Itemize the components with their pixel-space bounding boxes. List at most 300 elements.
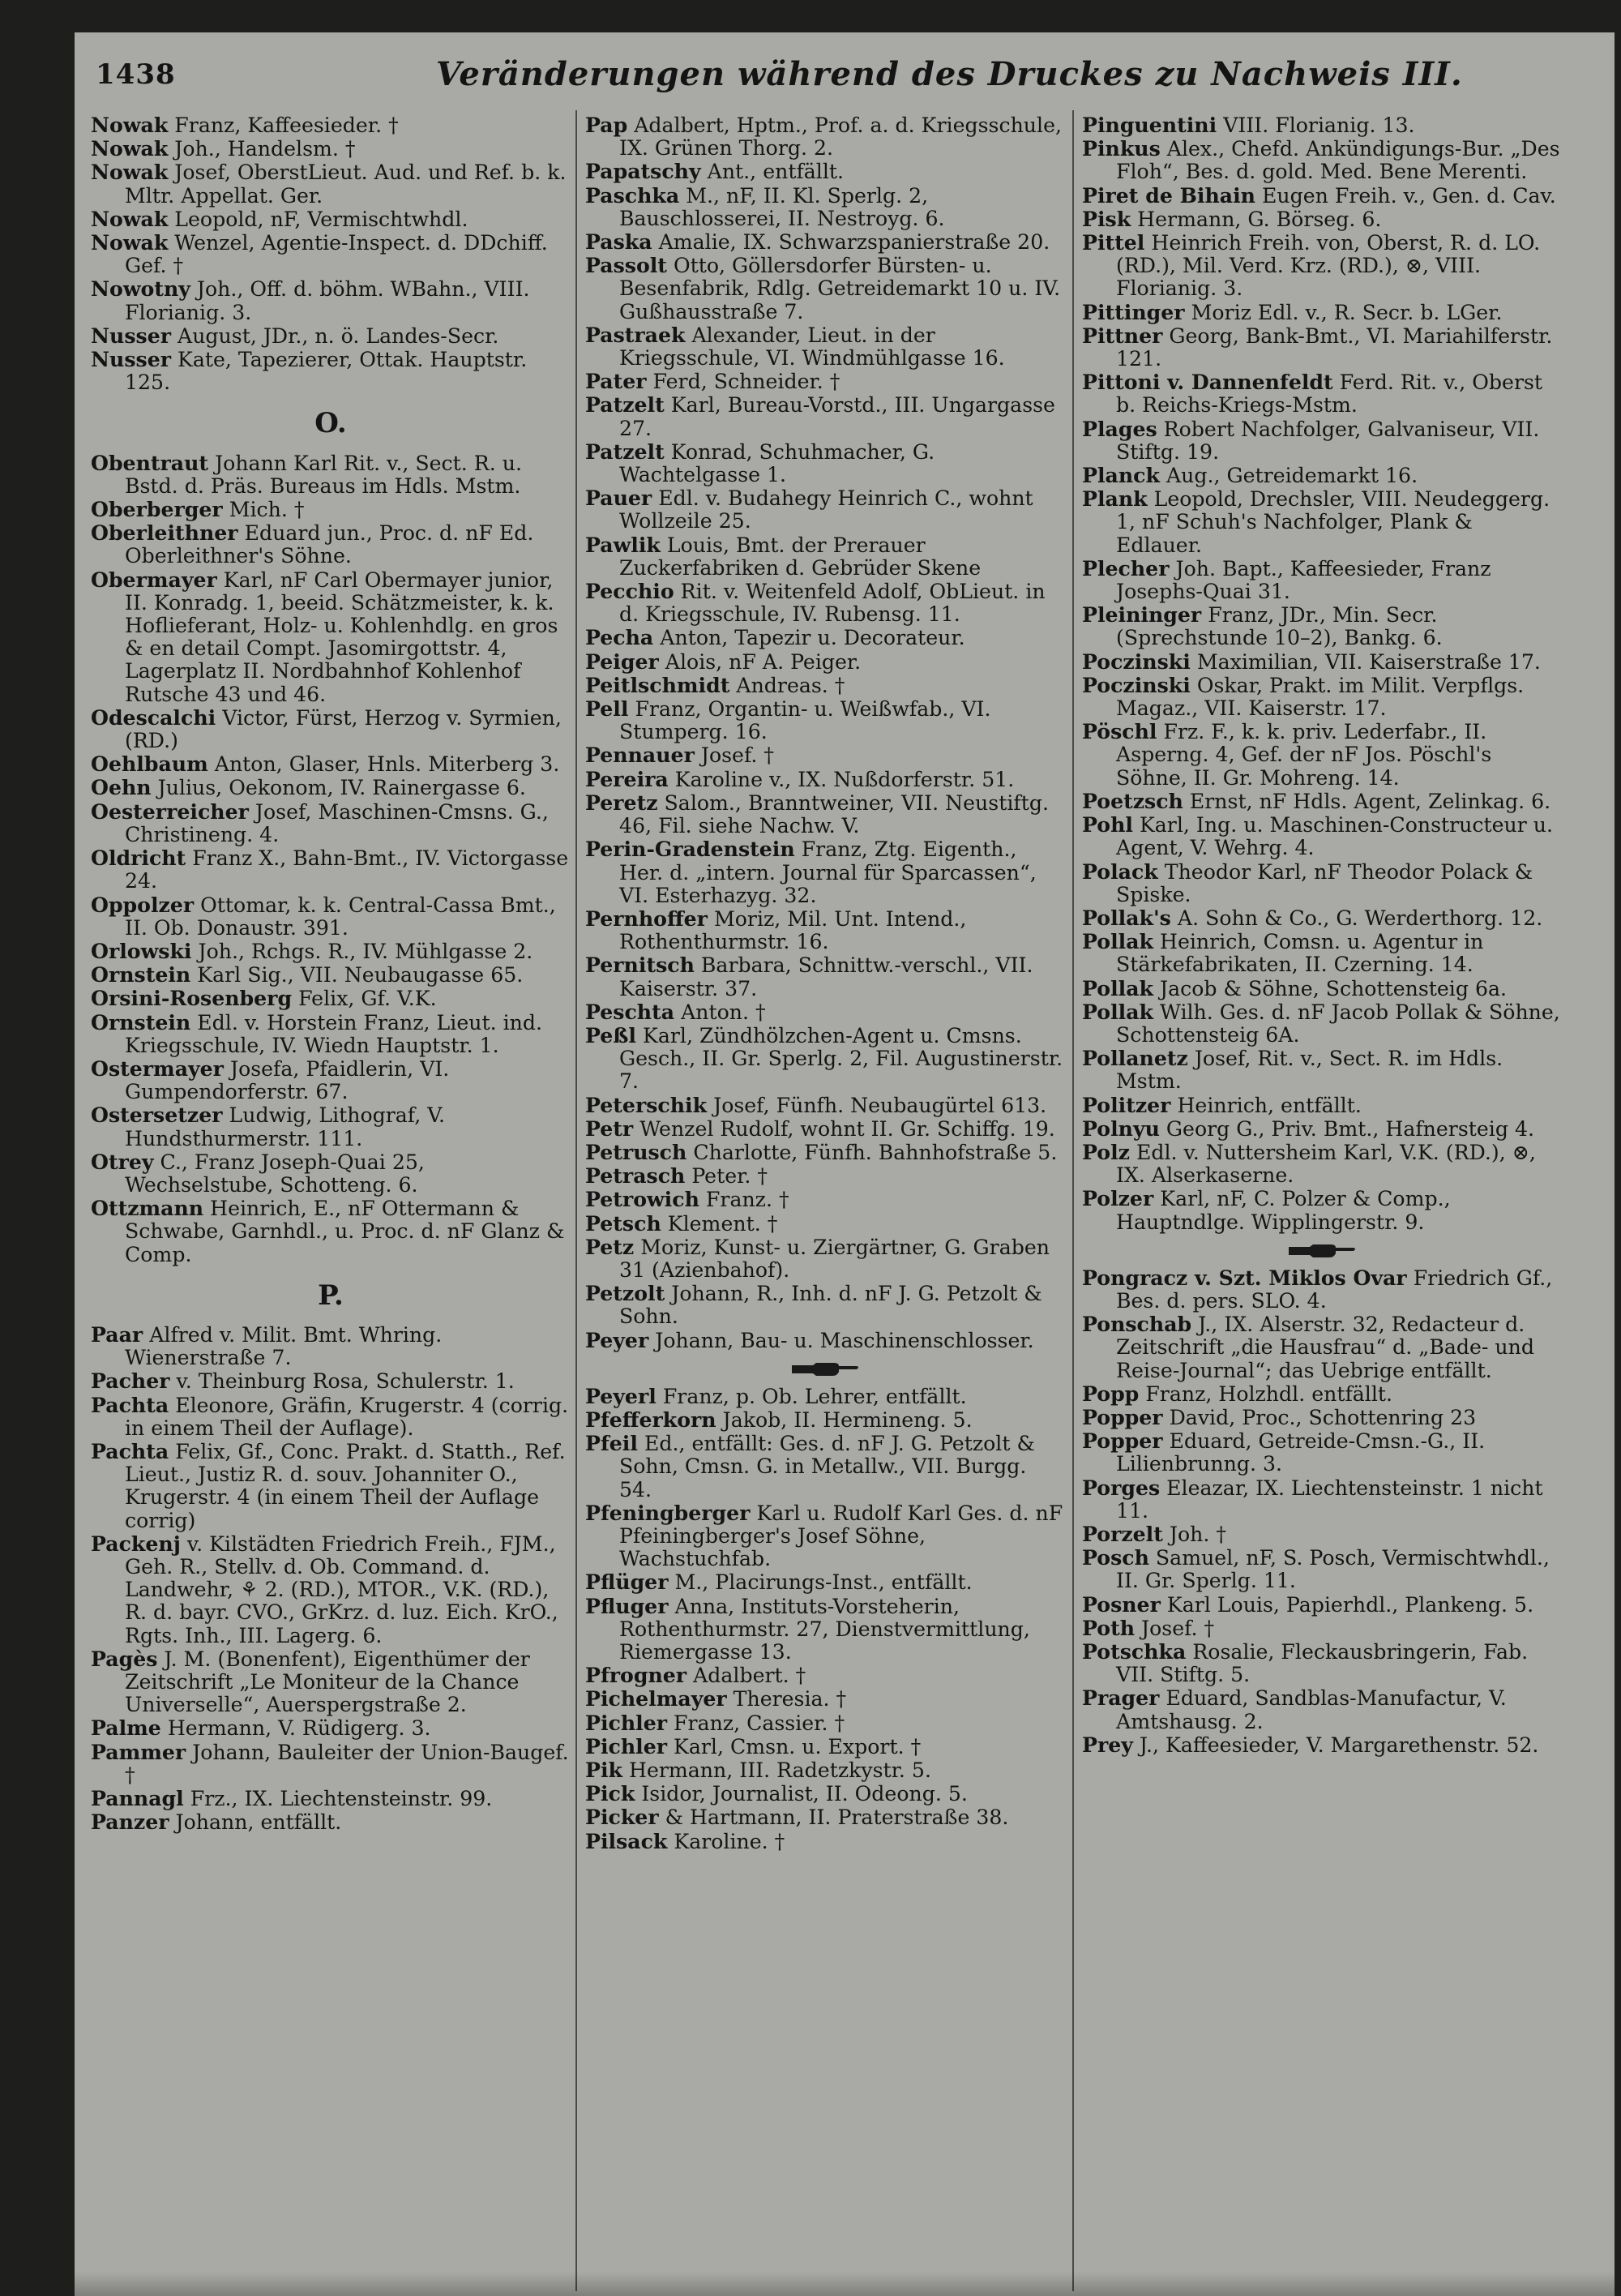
entry-details: Theresia. † [733,1687,847,1711]
directory-entry [91,987,571,1010]
entry-details: Louis, Bmt. der Prerauer Zuckerfabriken d. Gebrüder Skene [619,533,982,580]
entry-details: Franz X., Bahn-Bmt., IV. Victorgasse 24. [125,846,569,893]
entry-name: Pinkus [1082,136,1161,161]
entry-details: Victor, Fürst, Herzog v. Syrmien, (RD.) [125,705,562,753]
directory-entry [1082,1266,1562,1313]
entry-details: Karl u. Rudolf Karl Ges. d. nF Pfeiningberger's Josef Söhne, Wachstuchfab. [619,1501,1063,1571]
entry-name: Petrasch [585,1163,686,1189]
entry-name: Pfeil [585,1431,638,1456]
directory-entry [585,697,1065,743]
entry-name: Peyer [585,1327,649,1352]
entry-details: Ernst, nF Hdls. Agent, Zelinkag. 6. [1189,789,1551,813]
entry-name: Peitlschmidt [585,672,730,697]
directory-entry [1082,324,1562,371]
directory-entry [1082,603,1562,649]
entry-name: Poth [1082,1615,1136,1640]
entry-details: Klement. † [667,1211,778,1236]
column-right [1082,114,1562,1757]
directory-entry [91,1810,571,1834]
directory-entry [91,963,571,987]
directory-entry [1082,1593,1562,1617]
directory-entry [585,486,1065,533]
entry-details: C., Franz Joseph-Quai 25, Wechselstube, Schotteng. 6. [125,1150,425,1197]
entry-name: Petrusch [585,1139,687,1164]
directory-entry [91,1440,571,1532]
entry-details: Johann, Bau- u. Maschinenschlosser. [655,1328,1034,1352]
entry-details: Josef, OberstLieut. Aud. und Ref. b. k. Mltr. Appellat. Ger. [125,161,567,208]
entry-name: Petsch [585,1210,661,1236]
directory-entry [91,452,571,498]
entry-details: Heinrich, entfällt. [1177,1093,1362,1117]
directory-entry [91,208,571,231]
entry-details: Karl, nF, C. Polzer & Comp., Hauptndlge. Wipplingerstr. 9. [1116,1187,1451,1234]
entry-name: Ornstein [91,1009,191,1034]
directory-entry [1082,184,1562,208]
directory-entry [585,768,1065,791]
directory-entry [91,521,571,568]
directory-entry [585,114,1065,160]
entry-details: Robert Nachfolger, Galvaniseur, VII. Stiftg. 19. [1116,417,1540,464]
entry-details: Eduard jun., Proc. d. nF Ed. Oberleithner's Söhne. [125,521,534,568]
entry-name: Pernitsch [585,953,695,978]
entry-name: Pernhoffer [585,906,708,931]
directory-entry [91,893,571,940]
entry-details: Johann, entfällt. [175,1810,342,1835]
directory-entry [91,1741,571,1787]
entry-details: Josef. † [1141,1616,1215,1640]
entry-details: Eduard, Sandblas-Manufactur, V. Amtshausg. 2. [1116,1686,1507,1733]
directory-entry [585,1595,1065,1664]
entry-details: Franz, Ztg. Eigenth., Her. d. „intern. Journal für Sparcassen“, VI. Esterhazyg. 32. [619,837,1037,907]
entry-details: Mich. † [229,498,305,522]
entry-name: Pflüger [585,1570,669,1595]
entry-name: Prager [1082,1686,1160,1711]
entry-name: Nowotny [91,276,190,302]
directory-entry [1082,301,1562,324]
entry-details: J., Kaffeesieder, V. Margarethenstr. 52. [1139,1733,1539,1757]
directory-entry [1082,1117,1562,1141]
directory-entry [585,1024,1065,1094]
entry-details: Alfred v. Milit. Bmt. Whring. Wienerstraße 7. [125,1322,443,1370]
entry-details: Oskar, Prakt. im Milit. Verpflgs. Magaz., VII. Kaiserstr. 17. [1116,673,1525,721]
entry-name: Palme [91,1716,161,1741]
directory-entry [91,800,571,846]
entry-details: & Hartmann, II. Praterstraße 38. [665,1806,1009,1830]
entry-details: Franz, Organtin- u. Weißwfab., VI. Stumperg. 16. [619,697,991,744]
entry-name: Plages [1082,416,1157,441]
entry-name: Polack [1082,859,1158,884]
entry-name: Perin-Gradenstein [585,837,795,862]
entry-details: Franz, Kaffeesieder. † [174,114,399,137]
entry-name: Ornstein [91,962,191,987]
entry-details: Salom., Branntweiner, VII. Neustiftg. 46, Fil. siehe Nachw. V. [619,790,1049,838]
directory-entry [1082,813,1562,859]
directory-entry [1082,1733,1562,1757]
entry-details: Jakob, II. Hermineng. 5. [722,1407,973,1432]
entry-name: Nusser [91,347,171,372]
directory-entry [585,650,1065,674]
entry-details: VIII. Florianig. 13. [1223,114,1415,137]
directory-entry [91,1150,571,1197]
entry-name: Pfefferkorn [585,1407,716,1432]
entry-name: Oehlbaum [91,752,208,777]
directory-entry [1082,906,1562,930]
entry-name: Pollanetz [1082,1046,1188,1071]
entry-name: Patzelt [585,392,665,418]
entry-name: Pater [585,369,647,394]
directory-entry [585,1782,1065,1806]
entry-name: Oehn [91,775,152,800]
running-title: Veränderungen während des Druckes zu Nachweis III. [436,55,1463,93]
entry-name: Pöschl [1082,719,1157,744]
directory-entry [585,1687,1065,1711]
directory-entry [91,1394,571,1440]
page-number: 1438 [96,58,176,91]
entry-details: Julius, Oekonom, IV. Rainergasse 6. [157,776,526,800]
entry-details: Ant., entfällt. [707,160,845,184]
entry-details: Franz, JDr., Min. Secr. (Sprechstunde 10–2), Bankg. 6. [1116,603,1443,650]
entry-details: Franz, p. Ob. Lehrer, entfällt. [662,1384,967,1408]
entry-name: Pastraek [585,322,686,347]
entry-name: Nowak [91,160,169,185]
entry-name: Patzelt [585,439,665,464]
directory-entry [1082,860,1562,906]
directory-entry [585,907,1065,953]
directory-entry [91,1716,571,1740]
directory-entry [1082,1141,1562,1187]
entry-name: Ponschab [1082,1312,1192,1337]
entry-details: Frz., IX. Liechtensteinstr. 99. [190,1787,493,1811]
directory-entry [91,776,571,799]
directory-entry [585,1282,1065,1328]
entry-name: Pereira [585,766,669,791]
column-middle [585,114,1065,1853]
directory-entry [91,137,571,161]
directory-entry [585,674,1065,697]
entry-details: Karl, Cmsn. u. Export. † [674,1734,922,1758]
entry-details: Jacob & Söhne, Schottensteig 6a. [1160,976,1508,1000]
directory-entry [585,1432,1065,1501]
entry-details: Karl Louis, Papierhdl., Plankeng. 5. [1166,1592,1534,1617]
directory-entry [91,940,571,963]
directory-entry [585,743,1065,767]
directory-entry [91,1103,571,1150]
directory-entry [585,1236,1065,1282]
entry-name: Pollak [1082,999,1153,1024]
entry-details: Edl. v. Nuttersheim Karl, V.K. (RD.), ⊗, IX. Alserkaserne. [1116,1140,1536,1188]
directory-entry [585,440,1065,486]
entry-details: Alexander, Lieut. in der Kriegsschule, VI. Windmühlgasse 16. [619,323,1005,371]
entry-details: Karl, Bureau-Vorstd., III. Ungargasse 27. [619,393,1055,440]
entry-name: Pittinger [1082,299,1185,324]
entry-details: Joh. † [1169,1522,1226,1546]
entry-name: Ottzmann [91,1196,204,1221]
entry-details: Edl. v. Horstein Franz, Lieut. ind. Kriegsschule, IV. Wiedn Hauptstr. 1. [125,1010,542,1057]
entry-name: Potschka [1082,1639,1187,1664]
entry-details: Eleonore, Gräfin, Krugerstr. 4 (corrig. in einem Theil der Auflage). [125,1393,569,1440]
entry-name: Plecher [1082,555,1170,580]
entry-name: Polz [1082,1139,1130,1164]
directory-entry [1082,720,1562,790]
directory-entry [585,1664,1065,1687]
entry-name: Polnyu [1082,1116,1160,1141]
entry-details: Karl, Zündhölzchen-Agent u. Cmsns. Gesch., II. Gr. Sperlg. 2, Fil. Augustinerstr. 7. [619,1023,1063,1094]
entry-details: J., IX. Alserstr. 32, Redacteur d. Zeitschrift „die Hausfrau“ d. „Bade- und Reise-Journal“; das Uebrige entfällt. [1116,1313,1534,1382]
entry-name: Pell [585,696,629,722]
entry-details: Anton, Tapezir u. Decorateur. [660,626,965,650]
directory-entry [1082,1546,1562,1592]
directory-entry [1082,1000,1562,1047]
directory-entry [1082,1406,1562,1429]
entry-name: Petr [585,1116,634,1141]
entry-name: Oberberger [91,497,223,522]
entry-details: Josef, Fünfh. Neubaugürtel 613. [713,1093,1047,1117]
directory-entry [1082,1382,1562,1406]
entry-name: Picker [585,1805,659,1830]
entry-name: Pik [585,1758,622,1783]
entry-details: Joh., Rchgs. R., IV. Mühlgasse 2. [198,939,533,963]
entry-name: Pfeningberger [585,1500,751,1525]
entry-details: Joh., Off. d. böhm. WBahn., VIII. Florianig. 3. [125,277,530,324]
entry-name: Pecchio [585,579,674,604]
directory-entry [1082,114,1562,137]
entry-details: Karl Sig., VII. Neubaugasse 65. [197,963,524,987]
directory-entry [91,752,571,776]
directory-entry [585,533,1065,580]
entry-name: Pfluger [585,1593,669,1618]
entry-name: Ostersetzer [91,1103,223,1128]
entry-name: Pagès [91,1646,158,1671]
entry-name: Peßl [585,1022,636,1047]
entry-details: Samuel, nF, S. Posch, Vermischtwhdl., II. Gr. Sperlg. 11. [1116,1546,1550,1593]
entry-details: Johann Karl Rit. v., Sect. R. u. Bstd. d. Präs. Bureaus im Hdls. Mstm. [125,451,522,498]
entry-details: Aug., Getreidemarkt 16. [1165,464,1418,488]
entry-details: Frz. F., k. k. priv. Lederfabr., II. Asperng. 4, Gef. der nF Jos. Pöschl's Söhne, II. Gr. Mohreng. 14. [1116,720,1492,790]
entry-details: Karoline. † [674,1829,785,1853]
entry-name: Poetzsch [1082,788,1183,813]
directory-entry [1082,1686,1562,1733]
entry-name: Peretz [585,790,658,815]
entry-details: Joh. Bapt., Kaffeesieder, Franz Josephs-Quai 31. [1116,556,1491,604]
entry-name: Peschta [585,999,675,1024]
entry-details: Karoline v., IX. Nußdorferstr. 51. [674,767,1015,791]
directory-entry [1082,790,1562,813]
entry-name: Pawlik [585,532,661,557]
entry-name: Popp [1082,1381,1140,1406]
entry-name: Oldricht [91,846,186,871]
entry-name: Pacher [91,1369,170,1394]
directory-entry [1082,650,1562,674]
entry-name: Pichler [585,1733,668,1758]
entry-name: Packenj [91,1531,181,1556]
entry-name: Porzelt [1082,1521,1163,1546]
directory-entry [1082,1047,1562,1093]
entry-details: Ottomar, k. k. Central-Cassa Bmt., II. Ob. Donaustr. 391. [125,893,556,940]
entry-details: Alois, nF A. Peiger. [665,649,862,674]
entry-details: Kate, Tapezierer, Ottak. Hauptstr. 125. [125,348,528,395]
entry-name: Nowak [91,230,169,255]
entry-name: Pleininger [1082,602,1202,628]
entry-name: Papatschy [585,159,701,184]
section-letter: P. [318,1279,344,1312]
entry-details: Johann, Bauleiter der Union-Baugef. † [125,1740,569,1787]
entry-name: Pichelmayer [585,1686,727,1711]
directory-entry [1082,371,1562,417]
entry-name: Pick [585,1781,635,1806]
entry-details: Johann, R., Inh. d. nF J. G. Petzolt & Sohn. [619,1282,1042,1329]
directory-page [75,32,1615,2296]
entry-details: Heinrich, Comsn. u. Agentur in Stärkefabrikaten, II. Czerning. 14. [1116,930,1484,977]
entry-details: Leopold, Drechsler, VIII. Neudeggerg. 1, nF Schuh's Nachfolger, Plank & Edlauer. [1116,487,1550,557]
directory-entry [585,1570,1065,1594]
page-edge-shadow [75,2272,1615,2296]
directory-entry [585,1408,1065,1432]
directory-entry [91,348,571,394]
entry-details: Adalbert, Hptm., Prof. a. d. Kriegsschule, IX. Grünen Thorg. 2. [619,114,1062,161]
directory-entry [585,1711,1065,1735]
directory-entry [1082,1313,1562,1382]
entry-details: Otto, Göllersdorfer Bürsten- u. Besenfabrik, Rdlg. Getreidemarkt 10 u. IV. Gußhausstraße 7. [619,254,1061,323]
entry-details: Friedrich Gf., Bes. d. pers. SLO. 4. [1116,1266,1553,1313]
entry-name: Prey [1082,1732,1133,1757]
entry-details: Anna, Instituts-Vorsteherin, Rothenthurmstr. 27, Dienstvermittlung, Riemergasse 13. [619,1594,1030,1664]
entry-details: Hermann, G. Börseg. 6. [1137,207,1382,231]
entry-name: Petrowich [585,1187,699,1212]
directory-entry [1082,1429,1562,1476]
entry-name: Panzer [91,1810,169,1835]
entry-name: Paska [585,229,652,255]
entry-details: Alex., Chefd. Ankündigungs-Bur. „Des Floh“, Bes. d. gold. Med. Bene Merenti. [1116,137,1560,184]
entry-name: Pennauer [585,743,695,768]
entry-name: Passolt [585,253,667,278]
entry-name: Peiger [585,649,659,674]
entry-name: Porges [1082,1475,1161,1500]
directory-entry [585,626,1065,649]
directory-entry [585,1735,1065,1758]
entry-details: v. Kilstädten Friedrich Freih., FJM., Geh. R., Stellv. d. Ob. Command. d. Landwehr, ⚘ 2. (RD.), MTOR., V.K. (RD.), R. d. bayr. CVO., GrKrz. d. luz. Eich. KrO., Rgts. Inh., III. Lagerg. 6. [125,1531,558,1647]
entry-name: Pecha [585,625,654,650]
directory-entry [585,160,1065,183]
directory-entry [91,1323,571,1369]
directory-entry [585,1501,1065,1571]
entry-name: Paar [91,1321,143,1347]
entry-name: Poczinski [1082,672,1191,697]
entry-details: Georg, Bank-Bmt., VI. Mariahilferstr. 121. [1116,323,1553,371]
entry-name: Pauer [585,486,652,511]
entry-details: Wenzel Rudolf, wohnt II. Gr. Schiffg. 19. [639,1116,1055,1141]
directory-entry [91,324,571,348]
entry-details: Felix, Gf., Conc. Prakt. d. Statth., Ref. Lieut., Justiz R. d. souv. Johanniter O., Krugerstr. 4 (in einem Theil der Auflage corrig) [125,1439,566,1532]
directory-entry [1082,1476,1562,1523]
entry-name: Pisk [1082,206,1131,231]
directory-entry [1082,231,1562,301]
entry-name: Pinguentini [1082,113,1217,137]
entry-name: Pilsack [585,1828,668,1853]
entry-name: Nusser [91,323,171,348]
directory-entry [1082,1640,1562,1686]
directory-entry [91,1369,571,1393]
directory-entry [1082,557,1562,603]
entry-name: Plank [1082,486,1148,512]
entry-name: Pollak [1082,975,1153,1000]
entry-details: Adalbert. † [693,1664,806,1688]
directory-entry [1082,1187,1562,1233]
column-divider [575,110,577,2291]
entry-name: Obentraut [91,450,209,475]
entry-details: Isidor, Journalist, II. Odeong. 5. [641,1782,968,1806]
directory-entry [91,1057,571,1103]
entry-name: Pachta [91,1438,169,1463]
directory-entry [91,706,571,752]
directory-entry [1082,1617,1562,1640]
entry-details: Heinrich, E., nF Ottermann & Schwabe, Garnhdl., u. Proc. d. nF Glanz & Comp. [125,1197,565,1266]
entry-name: Popper [1082,1429,1163,1454]
directory-entry [585,1758,1065,1782]
directory-entry [91,1011,571,1057]
entry-name: Peterschik [585,1092,708,1117]
entry-details: Theodor Karl, nF Theodor Polack & Spiske. [1116,859,1533,906]
directory-entry [585,1806,1065,1829]
entry-name: Pittel [1082,230,1145,255]
directory-entry [1082,418,1562,464]
entry-details: Moriz Edl. v., R. Secr. b. LGer. [1191,300,1503,324]
directory-entry [585,1141,1065,1164]
directory-entry [585,1212,1065,1236]
directory-entry [585,791,1065,837]
directory-entry [1082,1094,1562,1117]
directory-entry [91,1532,571,1647]
directory-entry [585,1329,1065,1352]
entry-details: David, Proc., Schottenring 23 [1169,1405,1477,1429]
entry-details: Eduard, Getreide-Cmsn.-G., II. Lilienbrunng. 3. [1116,1429,1486,1476]
directory-entry [585,323,1065,370]
entry-details: M., nF, II. Kl. Sperlg. 2, Bauschlosserei, II. Nestroyg. 6. [619,183,945,230]
entry-name: Oberleithner [91,520,238,546]
entry-details: Karl, Ing. u. Maschinen-Constructeur u. Agent, V. Wehrg. 4. [1116,813,1554,860]
directory-entry [585,837,1065,907]
entry-name: Popper [1082,1404,1163,1429]
entry-name: Planck [1082,463,1160,488]
pointing-hand-icon [1285,1242,1358,1260]
entry-details: J. M. (Bonenfent), Eigenthümer der Zeitschrift „Le Moniteur de la Chance Universelle“, Auerspergstraße 2. [125,1647,530,1717]
directory-entry [585,1117,1065,1141]
entry-name: Pohl [1082,812,1133,837]
entry-details: Maximilian, VII. Kaiserstraße 17. [1196,649,1541,674]
entry-name: Pichler [585,1710,668,1735]
entry-name: Paschka [585,182,680,208]
directory-entry [91,498,571,521]
entry-details: Rosalie, Fleckausbringerin, Fab. VII. Stiftg. 5. [1116,1640,1529,1687]
directory-entry [585,953,1065,1000]
entry-details: Wilh. Ges. d. nF Jacob Pollak & Söhne, Schottensteig 6A. [1116,1000,1560,1047]
directory-entry [91,231,571,277]
directory-entry [585,393,1065,439]
entry-details: Peter. † [691,1164,768,1189]
entry-name: Pittoni v. Dannenfeldt [1082,370,1333,395]
entry-name: Polzer [1082,1186,1154,1211]
entry-details: Ferd. Rit. v., Oberst b. Reichs-Kriegs-Mstm. [1116,371,1543,418]
directory-entry [91,1647,571,1717]
entry-name: Otrey [91,1149,154,1174]
directory-entry [585,580,1065,626]
entry-details: Moriz, Kunst- u. Ziergärtner, G. Graben 31 (Azienbahof). [619,1235,1050,1282]
directory-entry [585,1094,1065,1117]
entry-details: Hermann, III. Radetzkystr. 5. [628,1758,931,1783]
entry-details: Amalie, IX. Schwarzspanierstraße 20. [658,230,1050,255]
entry-name: Odescalchi [91,705,216,730]
entry-name: Oesterreicher [91,799,249,824]
entry-details: Konrad, Schuhmacher, G. Wachtelgasse 1. [619,439,935,487]
